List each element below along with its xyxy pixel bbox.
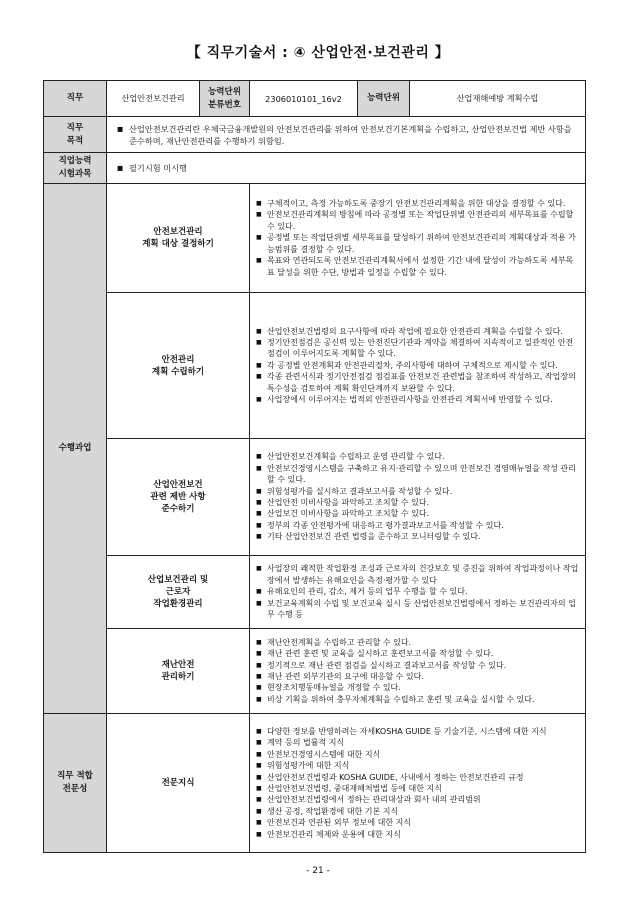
list-item: ■ 사업장의 쾌적한 작업환경 조성과 근로자의 건강보호 및 증진을 위하여 작업과정이나 작업장에서 발생하는 유해요인을 측정·평가할 수 있다 xyxy=(256,563,579,586)
list-item: ■ 안전보건경영시스템을 구축하고 유지·관리할 수 있으며 안전보건 경영매뉴얼을 작성 관리할 수 있다. xyxy=(256,463,579,486)
list-item: ■ 산업안전보건법령, 중대재해처벌법 등에 대한 지식 xyxy=(256,783,579,794)
code-value: 2306010101_16v2 xyxy=(250,81,358,117)
unit-value: 산업재해예방 계획수립 xyxy=(410,81,586,117)
exam-label: 직업능력 시험과목 xyxy=(44,153,107,184)
list-item: ■ 정기적으로 재난 관련 점검을 실시하고 결과보고서를 작성할 수 있다. xyxy=(256,660,579,671)
list-item: ■ 각종 관련서식과 정기안전점검 점검표를 안전보건 관련법을 참조하여 작성하고, 작업장의 특수성을 검토하여 계획 확인단계까지 보완할 수 있다. xyxy=(256,371,579,394)
header-row xyxy=(44,81,586,117)
list-item: ■ 구체적이고, 측정 가능하도록 중장기 안전보건관리계획을 위한 대상을 결정할 수 있다. xyxy=(256,198,579,209)
task-title-5: 재난안전 관리하기 xyxy=(107,629,250,714)
list-item: ■ 기타 산업안전보건 관련 법령을 준수하고 모니터링할 수 있다. xyxy=(256,531,579,542)
exam-row xyxy=(44,153,586,184)
list-item: ■ 목표와 연관되도록 안전보건관리계획서에서 설정한 기간 내에 달성이 가능하도록 세부목표 달성을 위한 수단, 방법과 일정을 수립할 수 있다. xyxy=(256,255,579,278)
task-bullets-4 xyxy=(250,556,586,629)
task-bullets-3 xyxy=(250,439,586,556)
list-item: ■ 사업장에서 이루어지는 법적외 안전관리사항을 안전관리 계획서에 반영할 수 있다. xyxy=(256,394,579,405)
task-bullets-1 xyxy=(250,184,586,293)
task-title-1: 안전보건관리 계획 대상 결정하기 xyxy=(107,184,250,293)
list-item: ■ 산업안전보건법령의 요구사항에 따라 작업에 필요한 안전관리 계획을 수립할 수 있다. xyxy=(256,326,579,337)
task-row-3 xyxy=(44,439,586,556)
list-item: ■ 안전보건관리 체제와 운용에 대한 지식 xyxy=(256,829,579,840)
purpose-row xyxy=(44,117,586,153)
list-item: ■ 산업안전보건법령과 KOSHA GUIDE, 사내에서 정하는 안전보건관리 규정 xyxy=(256,772,579,783)
list-item: ■ 정부의 각종 안전평가에 대응하고 평가결과보고서를 작성할 수 있다. xyxy=(256,520,579,531)
task-bullets-2 xyxy=(250,293,586,439)
task-title-3: 산업안전보건 관련 제반 사항 준수하기 xyxy=(107,439,250,556)
task-title-2: 안전관리 계획 수립하기 xyxy=(107,293,250,439)
purpose-text: ■ 산업안전보건관리란 우체국금융개발원의 안전보건관리를 위하여 안전보건기본계획을 수립하고, 산업안전보건법 제반 사항을 준수하며, 재난안전관리를 수행하기 위함임. xyxy=(107,117,586,153)
list-item: ■ 생산 공정, 작업환경에 대한 기본 지식 xyxy=(256,806,579,817)
code-label: 능력단위 분류번호 xyxy=(200,81,250,117)
task-row-1 xyxy=(44,184,586,293)
list-item: ■ 산업안전 미비사항을 파악하고 조치할 수 있다. xyxy=(256,497,579,508)
expertise-bullets xyxy=(250,714,586,853)
list-item: ■ 산업안전보건계획을 수립하고 운영 관리할 수 있다. xyxy=(256,451,579,462)
list-item: ■ 위험성평가에 대한 지식 xyxy=(256,760,579,771)
list-item: ■ 재난 관련 외부기관의 요구에 대응할 수 있다. xyxy=(256,671,579,682)
task-title-4: 산업보건관리 및 근로자 작업환경관리 xyxy=(107,556,250,629)
tasks-label: 수행과업 xyxy=(44,184,107,714)
expertise-label: 직무 적합 전문성 xyxy=(44,714,107,853)
exam-text: ■ 필기시험 미시행 xyxy=(107,153,586,184)
list-item: ■ 다양한 정보를 반영하려는 자세KOSHA GUIDE 등 기술기준, 시스템에 대한 지식 xyxy=(256,726,579,737)
expertise-row xyxy=(44,714,586,853)
list-item: ■ 계약 등의 법률적 지식 xyxy=(256,737,579,748)
document-title: 【 직무기술서 : ④ 산업안전·보건관리 】 xyxy=(186,45,450,61)
list-item: ■ 안전보건경영시스템에 대한 지식 xyxy=(256,749,579,760)
list-item: ■ 정기안전점검은 공신력 있는 안전진단기관과 계약을 체결하여 지속적이고 일관적인 안전점검이 이루어지도록 계획할 수 있다. xyxy=(256,337,579,360)
list-item: ■ 비상 기획을 위하여 충무자체계획을 수립하고 훈련 및 교육을 실시할 수 있다. xyxy=(256,694,579,705)
task-row-4 xyxy=(44,556,586,629)
task-row-5 xyxy=(44,629,586,714)
list-item: ■ 위험성평가를 실시하고 결과보고서를 작성할 수 있다. xyxy=(256,486,579,497)
job-label: 직무 xyxy=(44,81,107,117)
list-item: ■ 각 공정별 안전계획과 안전관리절차, 주의사항에 대하여 구체적으로 제시할 수 있다. xyxy=(256,360,579,371)
task-row-2 xyxy=(44,293,586,439)
list-item: ■ 유해요인의 관리, 감소, 제거 등의 업무 수행을 할 수 있다. xyxy=(256,586,579,597)
list-item: ■ 산업보건 미비사항을 파악하고 조치할 수 있다. xyxy=(256,508,579,519)
task-bullets-5 xyxy=(250,629,586,714)
list-item: ■ 재난 관련 훈련 및 교육을 실시하고 훈련보고서를 작성할 수 있다. xyxy=(256,648,579,659)
job-value: 산업안전보건관리 xyxy=(107,81,200,117)
list-item: ■ 공정별 또는 작업단위별 세부목표를 달성하기 위하여 안전보건관리의 계획대상과 적용 가능범위를 결정할 수 있다. xyxy=(256,232,579,255)
list-item: ■ 안전보건과 연관된 외부 정보에 대한 지식 xyxy=(256,817,579,828)
list-item: ■ 안전보건관리계획의 방침에 따라 공정별 또는 작업단위별 안전관리의 세부목표를 수립할 수 있다. xyxy=(256,209,579,232)
list-item: ■ 산업안전보건법령에서 정하는 관리대상과 회사 내의 관리범위 xyxy=(256,794,579,805)
page-number: - 21 - xyxy=(306,866,330,876)
job-description-table xyxy=(43,80,586,853)
expertise-sub-label: 전문지식 xyxy=(107,714,250,853)
purpose-label: 직무 목적 xyxy=(44,117,107,153)
list-item: ■ 재난안전계획을 수립하고 관리할 수 있다. xyxy=(256,637,579,648)
unit-label: 능력단위 xyxy=(358,81,410,117)
list-item: ■ 현장조치행동매뉴얼을 개정할 수 있다. xyxy=(256,682,579,693)
list-item: ■ 보건교육계획의 수립 및 보건교육 실시 등 산업안전보건법령에서 정하는 보건관리자의 업무 수행 등 xyxy=(256,598,579,621)
